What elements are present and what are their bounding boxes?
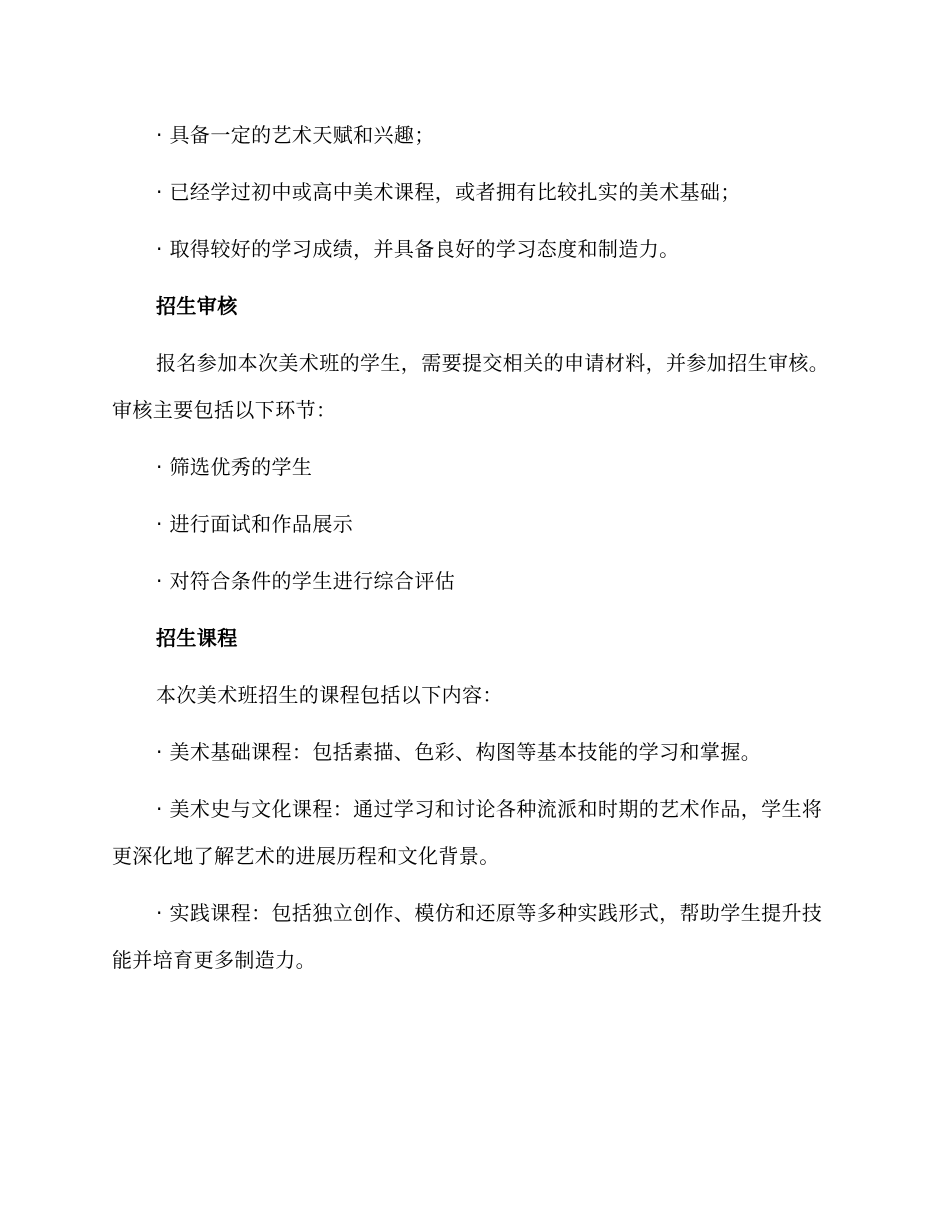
document-page — [112, 112, 832, 994]
requirement-item-2: · 已经学过初中或高中美术课程，或者拥有比较扎实的美术基础； — [156, 180, 741, 204]
review-item-3: · 对符合条件的学生进行综合评估 — [156, 569, 456, 593]
review-intro-paragraph: 报名参加本次美术班的学生，需要提交相关的申请材料，并参加招生审核。审核主要包括以下环节： — [112, 351, 830, 422]
section-heading-review: 招生审核 — [156, 294, 238, 318]
course-item-practice: · 实践课程：包括独立创作、模仿和还原等多种实践形式，帮助学生提升技能并培育更多制造力。 — [112, 901, 823, 972]
section-heading-courses: 招生课程 — [156, 626, 238, 650]
courses-intro-paragraph: 本次美术班招生的课程包括以下内容： — [156, 683, 503, 707]
requirement-item-1: · 具备一定的艺术天赋和兴趣； — [156, 123, 435, 147]
review-item-2: · 进行面试和作品展示 — [156, 512, 354, 536]
review-item-1: · 筛选优秀的学生 — [156, 455, 313, 479]
course-item-history: · 美术史与文化课程：通过学习和讨论各种流派和时期的艺术作品，学生将更深化地了解艺术的进展历程和文化背景。 — [112, 797, 823, 868]
course-item-basics: · 美术基础课程：包括素描、色彩、构图等基本技能的学习和掌握。 — [156, 740, 762, 764]
requirement-item-3: · 取得较好的学习成绩，并具备良好的学习态度和制造力。 — [156, 237, 680, 261]
